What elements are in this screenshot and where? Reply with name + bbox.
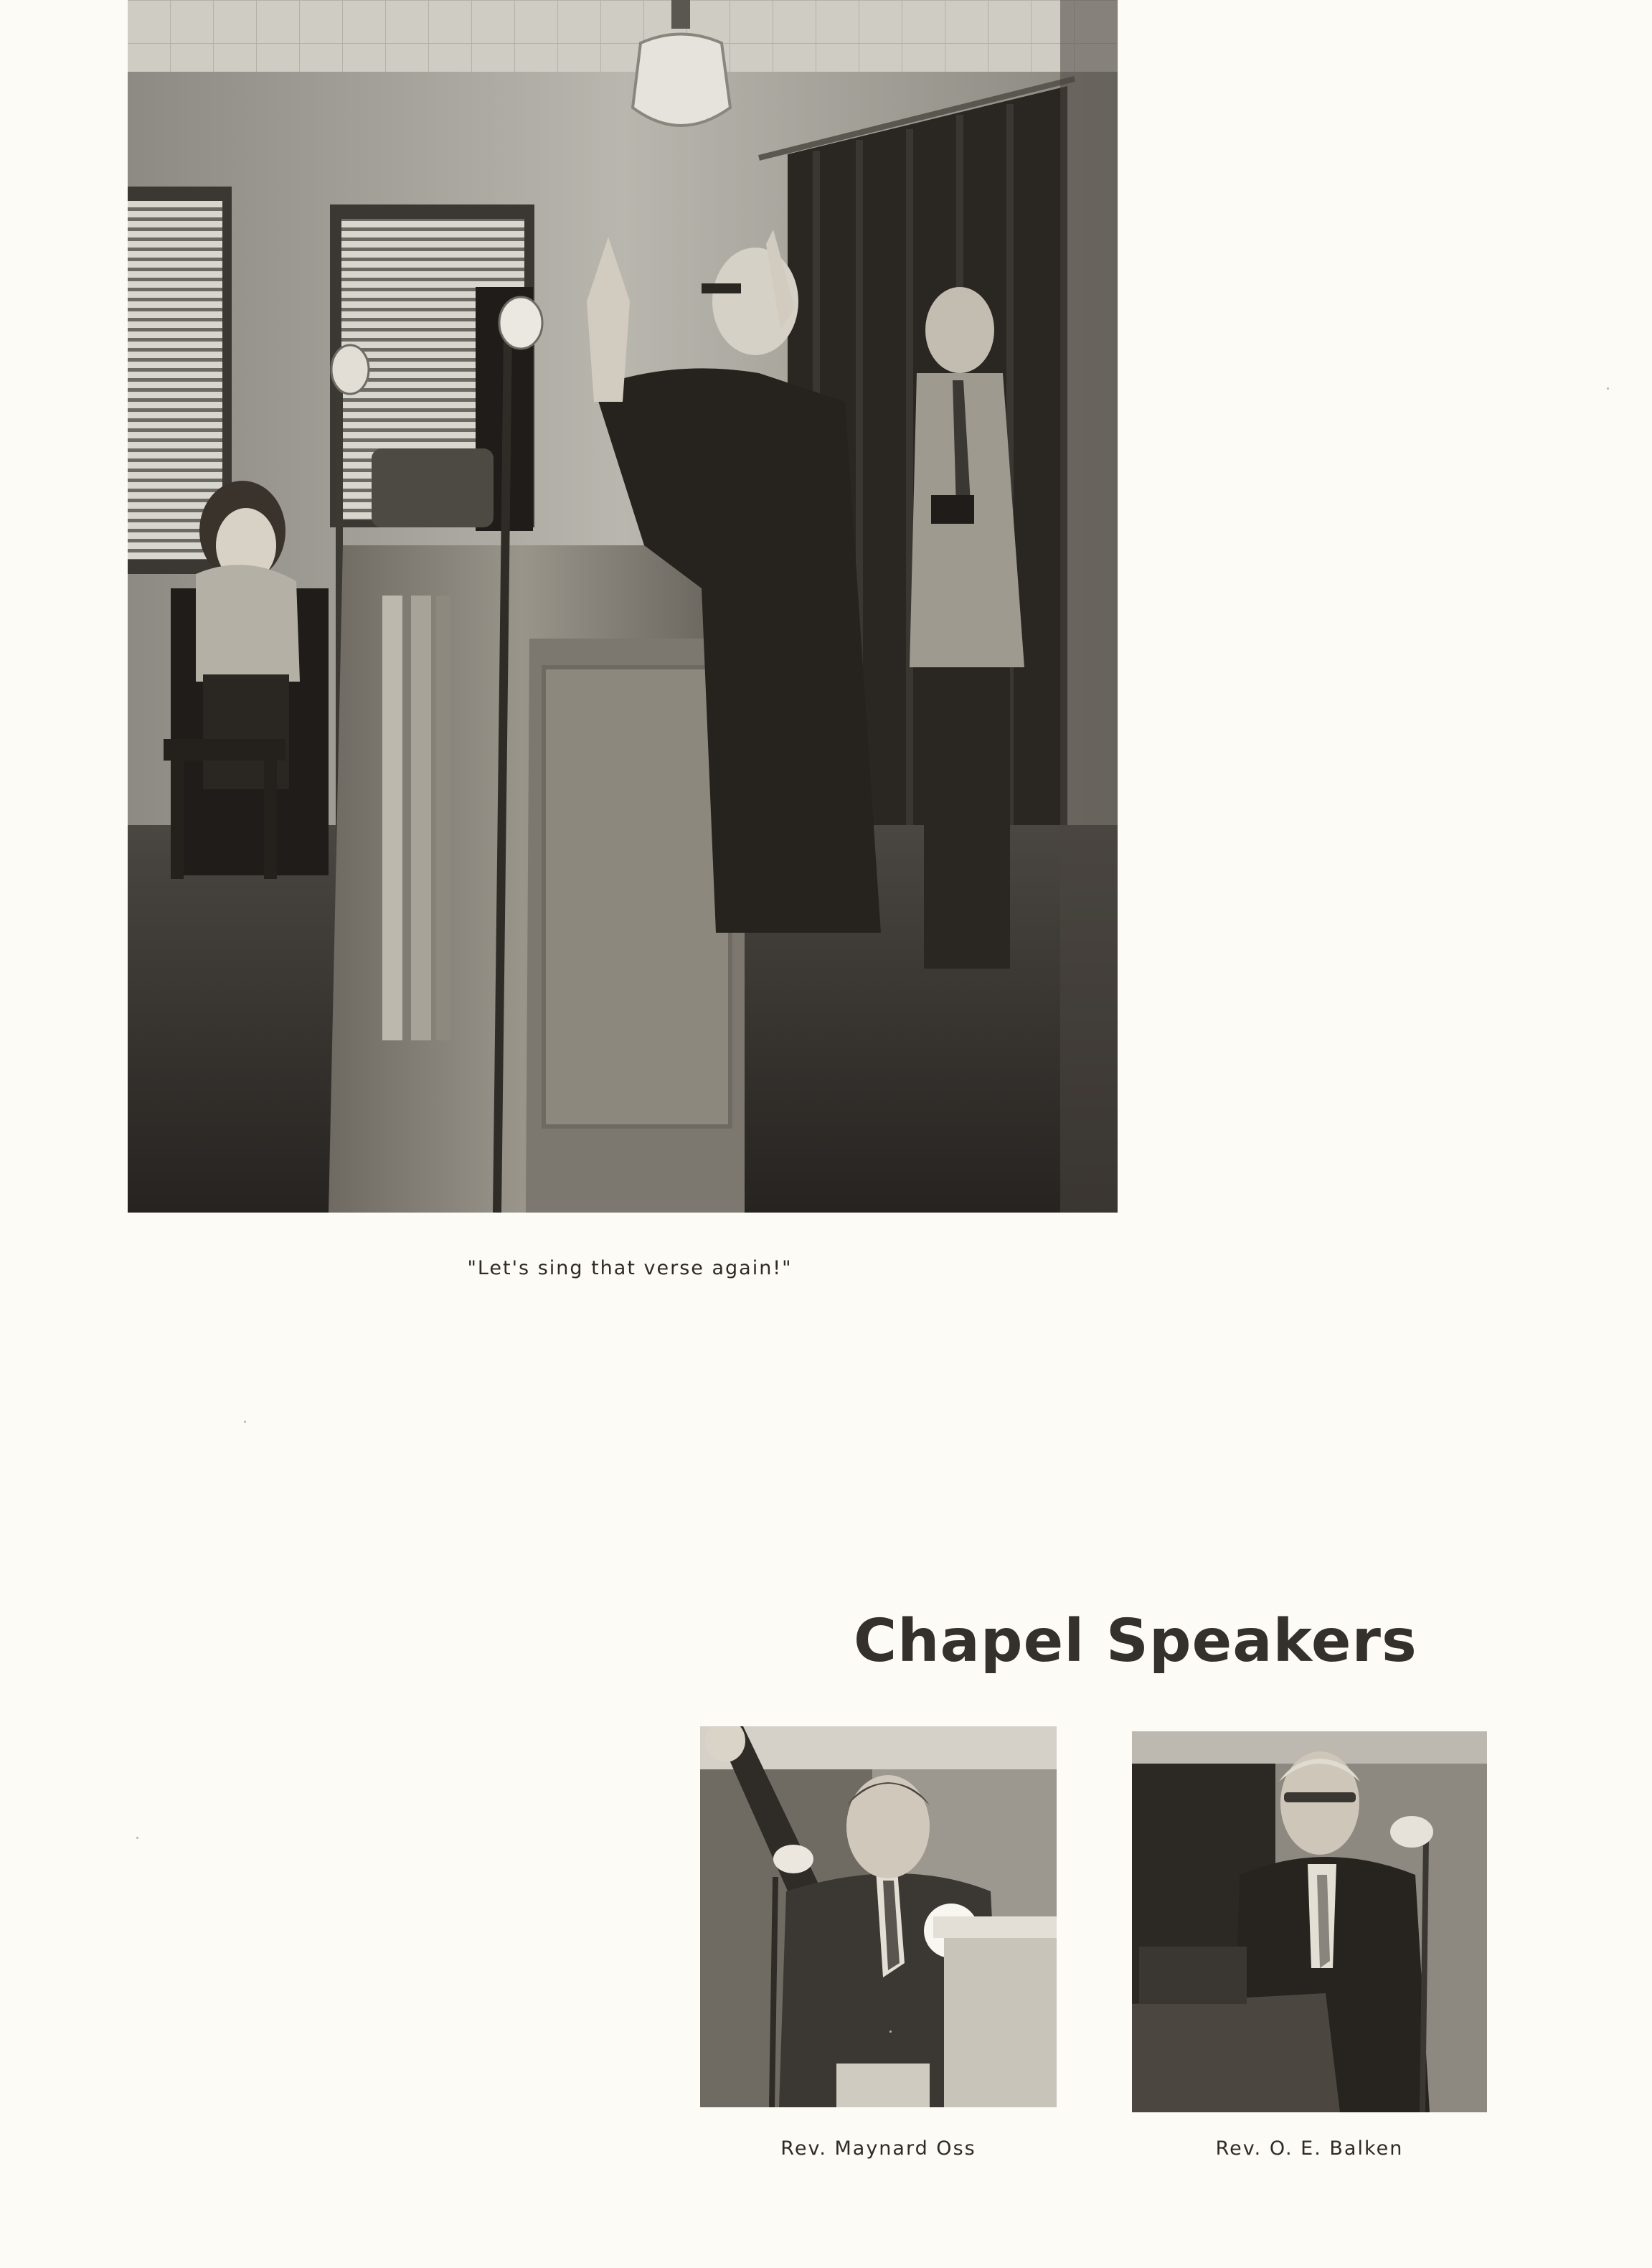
paper-speck: [1607, 387, 1609, 390]
speaker-caption-balken: Rev. O. E. Balken: [1215, 2137, 1404, 2160]
speaker-photo-balken: [1132, 1731, 1487, 2112]
paper-speck: [244, 1421, 246, 1423]
speaker-caption-maynard-oss: Rev. Maynard Oss: [780, 2137, 976, 2160]
page-title: Chapel Speakers: [854, 1607, 1417, 1675]
chapel-photo-caption: "Let's sing that verse again!": [467, 1257, 793, 1279]
speaker-photo-maynard-oss: [700, 1726, 1057, 2107]
paper-speck: [136, 1837, 138, 1839]
paper-speck: [889, 2031, 892, 2033]
chapel-photo: [128, 0, 1118, 1213]
